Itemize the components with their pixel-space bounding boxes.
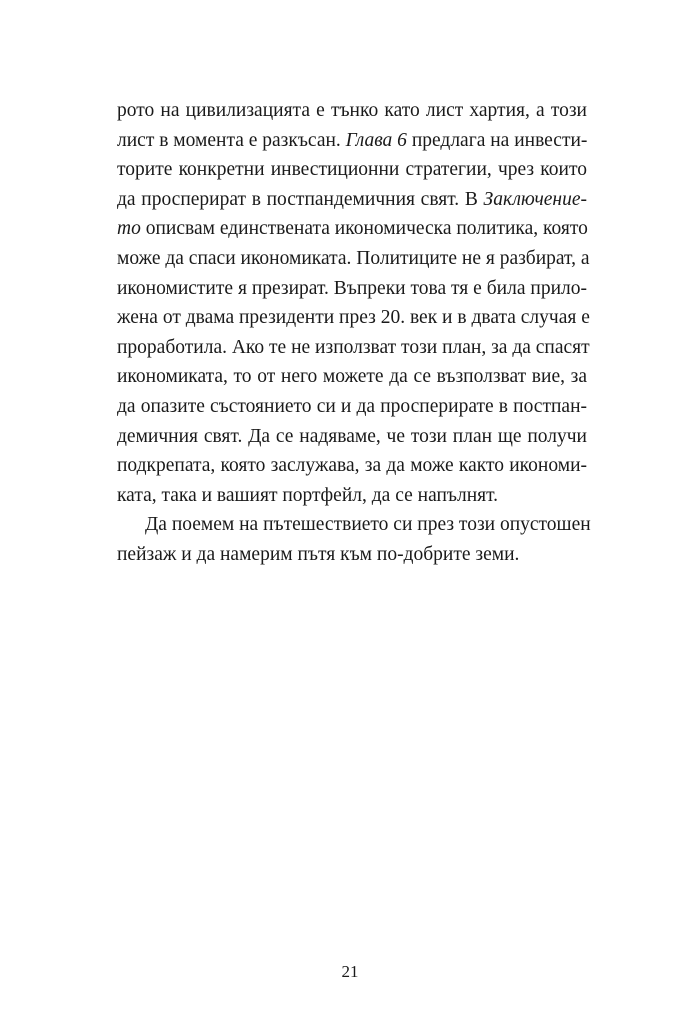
- text-line: [117, 451, 587, 481]
- text-span: да просперират в постпандемичния свят. В: [117, 188, 484, 210]
- text-span: икономистите я презират. Въпреки това тя е била прило-: [117, 277, 587, 299]
- text-span: проработила. Ако те не използват този план, за да спасят: [117, 336, 590, 358]
- text-line: [117, 422, 587, 452]
- text-line: [117, 392, 587, 422]
- text-line: [117, 303, 590, 333]
- italic-text: то: [117, 218, 141, 240]
- text-line: [117, 510, 591, 540]
- text-span: описвам единствената икономическа политика, която: [140, 218, 588, 240]
- page-number: 21: [341, 962, 359, 981]
- text-span: икономиката, то от него можете да се възползват вие, за: [117, 366, 587, 388]
- text-line: [117, 481, 587, 511]
- text-span: торите конкретни инвестиционни стратегии, чрез които: [117, 159, 587, 181]
- text-span: рото на цивилизацията е тънко като лист хартия, а този: [117, 100, 587, 121]
- text-span: предлага на инвести-: [406, 129, 588, 151]
- text-span: лист в момента е разкъсан.: [117, 129, 346, 151]
- text-span: може да спаси икономиката. Политиците не я разбират, а: [117, 247, 590, 269]
- text-line: [117, 214, 587, 244]
- text-line: [117, 185, 587, 215]
- text-line: [117, 362, 587, 392]
- text-span: да опазите състоянието си и да просперирате в постпан-: [117, 395, 587, 417]
- text-line: [117, 540, 587, 570]
- text-span: Да поемем на пътешествието си през този опустошен: [145, 514, 591, 536]
- text-span: пейзаж и да намерим пътя към по-добрите земи.: [117, 543, 520, 565]
- body-text: [117, 96, 591, 570]
- text-span: жена от двама президенти през 20. век и в двата случая е: [117, 307, 590, 329]
- text-line: [117, 155, 587, 185]
- text-line: [117, 126, 587, 156]
- italic-text: Глава 6: [345, 129, 407, 151]
- text-line: [117, 96, 587, 126]
- text-line: [117, 333, 590, 363]
- text-span: подкрепата, която заслужава, за да може както икономи-: [117, 455, 587, 477]
- text-span: ката, така и вашият портфейл, да се напълнят.: [117, 484, 499, 506]
- text-line: [117, 274, 587, 304]
- text-line: [117, 244, 590, 274]
- text-span: демичния свят. Да се надяваме, че този план ще получи: [117, 425, 587, 447]
- italic-text: Заключение-: [483, 188, 587, 210]
